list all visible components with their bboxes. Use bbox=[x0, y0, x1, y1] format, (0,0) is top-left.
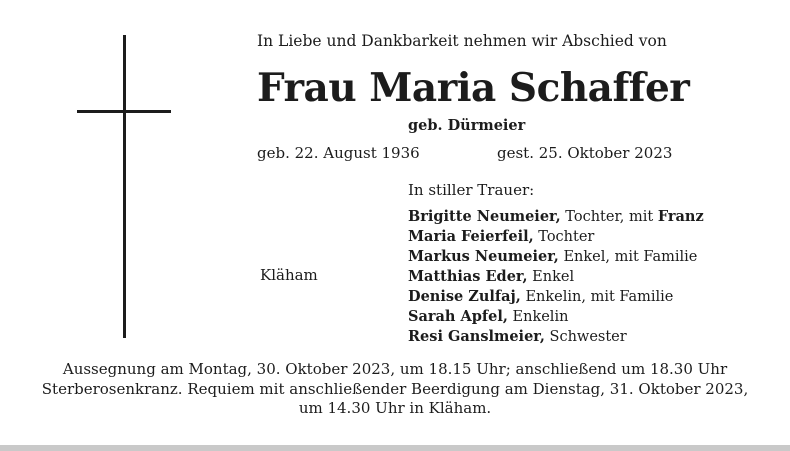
funeral-details-line: Aussegnung am Montag, 30. Oktober 2023, um 18.15 Uhr; anschließend um 18.30 Uhr bbox=[62, 360, 728, 378]
mourner-item bbox=[408, 307, 704, 327]
mourner-item bbox=[408, 267, 704, 287]
mourner-name: Resi Ganslmeier, bbox=[408, 328, 545, 345]
cross-horizontal-bar bbox=[77, 110, 171, 113]
maiden-name: geb. Dürmeier bbox=[408, 117, 526, 134]
mourner-relation: Tochter bbox=[533, 229, 595, 245]
mourner-item bbox=[408, 287, 704, 307]
mourner-name: Maria Feierfeil, bbox=[408, 228, 534, 245]
mourner-name: Sarah Apfel, bbox=[408, 308, 508, 325]
mourners-list bbox=[408, 207, 704, 347]
mourner-relation: Tochter, mit bbox=[560, 209, 658, 225]
death-date: gest. 25. Oktober 2023 bbox=[497, 144, 673, 162]
mourner-relation: Enkelin, mit Familie bbox=[520, 289, 674, 305]
mourner-item bbox=[408, 247, 704, 267]
funeral-details bbox=[20, 360, 770, 419]
birth-date: geb. 22. August 1936 bbox=[257, 144, 420, 162]
deceased-name: Frau Maria Schaffer bbox=[257, 65, 690, 111]
mourner-relation: Enkel, mit Familie bbox=[558, 249, 698, 265]
mourning-heading: In stiller Trauer: bbox=[408, 181, 535, 199]
mourner-name: Denise Zulfaj, bbox=[408, 288, 521, 305]
mourner-item bbox=[408, 207, 704, 227]
funeral-details-line: um 14.30 Uhr in Kläham. bbox=[298, 399, 492, 417]
mourner-relation: Schwester bbox=[544, 329, 627, 345]
mourner-relation: Enkelin bbox=[507, 309, 569, 325]
place-name: Kläham bbox=[260, 266, 318, 284]
mourner-relation: Enkel bbox=[527, 269, 575, 285]
mourner-item bbox=[408, 327, 704, 347]
cross-vertical-bar bbox=[123, 35, 126, 338]
intro-text: In Liebe und Dankbarkeit nehmen wir Abschied von bbox=[257, 32, 667, 50]
funeral-details-line: Sterberosenkranz. Requiem mit anschließender Beerdigung am Dienstag, 31. Oktober 2023, bbox=[41, 379, 749, 398]
bottom-border bbox=[0, 445, 790, 451]
mourner-partner-name: Franz bbox=[657, 208, 704, 225]
mourner-name: Brigitte Neumeier, bbox=[408, 208, 561, 225]
mourner-name: Matthias Eder, bbox=[408, 268, 528, 285]
mourner-name: Markus Neumeier, bbox=[408, 248, 559, 265]
mourner-item bbox=[408, 227, 704, 247]
